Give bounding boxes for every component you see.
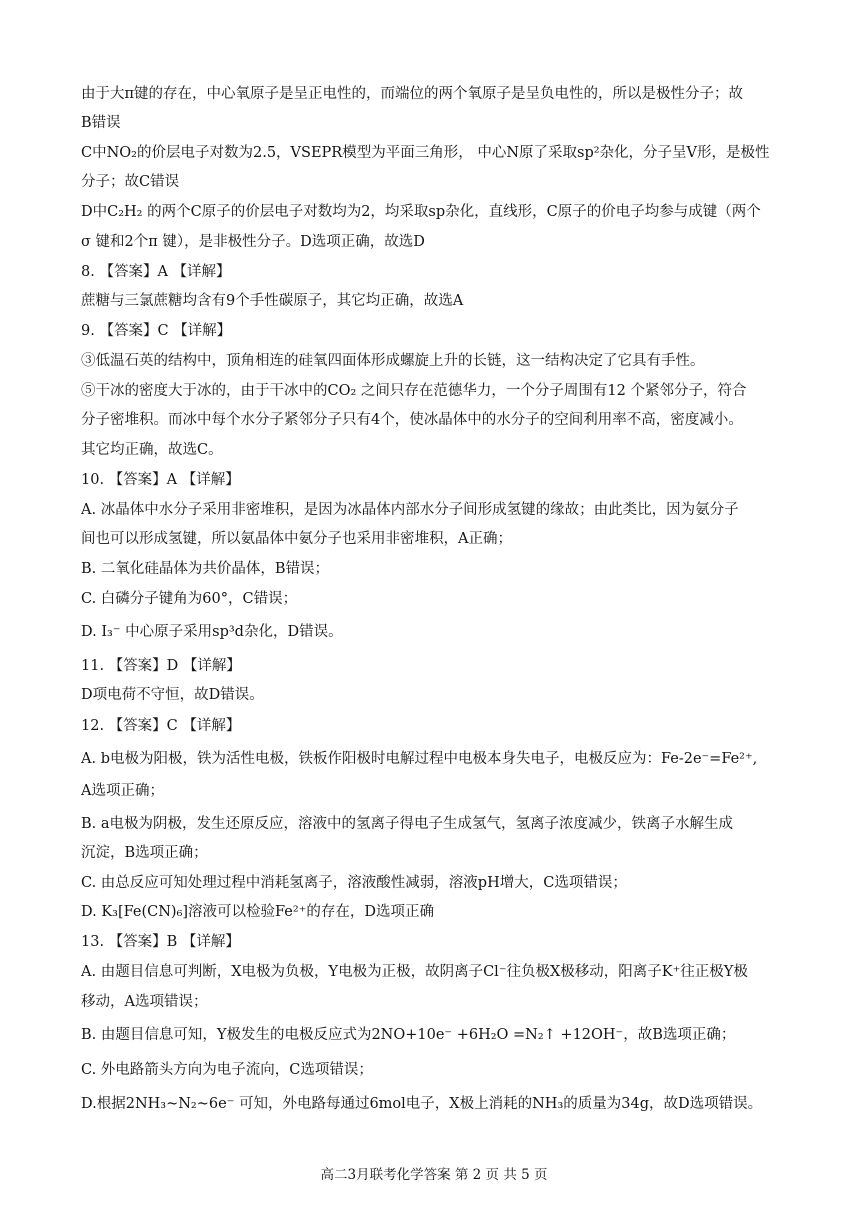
text-line: ⑤干冰的密度大于冰的，由于干冰中的CO₂ 之间只存在范德华力，一个分子周围有12 个紧邻分子，符合 xyxy=(81,383,747,399)
text-line: A选项正确； xyxy=(81,783,164,799)
text-line: A. b电极为阳极，铁为活性电极，铁板作阳极时电解过程中电极本身失电子，电极反应为：Fe-2e⁻=Fe²⁺, xyxy=(81,751,758,767)
text-line: 蔗糖与三氯蔗糖均含有9个手性碳原子，其它均正确，故选A xyxy=(81,293,464,309)
text-line: C. 外电路箭头方向为电子流向，C选项错误； xyxy=(81,1062,373,1078)
text-line: C. 白磷分子键角为60°，C错误； xyxy=(81,591,298,607)
text-line: D项电荷不守恒，故D错误。 xyxy=(81,687,264,703)
text-line: B错误 xyxy=(81,115,121,131)
text-line: B. a电极为阴极，发生还原反应，溶液中的氢离子得电子生成氢气，氢离子浓度减少，铁离子水解生成 xyxy=(81,816,734,832)
text-line: D. K₃[Fe(CN)₆]溶液可以检验Fe²⁺的存在，D选项正确 xyxy=(81,904,434,920)
text-line: A. 由题目信息可判断，X电极为负极，Y电极为正极，故阴离子Cl⁻往负极X极移动，阳离子K⁺往正极Y极 xyxy=(81,964,748,980)
text-line: 其它均正确，故选C。 xyxy=(81,442,223,458)
text-line: B. 由题目信息可知，Y极发生的电极反应式为2NO+10e⁻ +6H₂O =N₂↑ +12OH⁻，故B选项正确； xyxy=(81,1027,736,1043)
answer-heading: 10. 【答案】A 【详解】 xyxy=(81,472,240,488)
text-line: D中C₂H₂ 的两个C原子的价层电子对数均为2，均采取sp杂化，直线形，C原子的价电子均参与成键（两个 xyxy=(81,204,761,220)
answer-heading: 12. 【答案】C 【详解】 xyxy=(81,718,241,734)
text-line: C. 由总反应可知处理过程中消耗氢离子，溶液酸性减弱，溶液pH增大，C选项错误； xyxy=(81,875,627,891)
text-line: B. 二氧化硅晶体为共价晶体，B错误； xyxy=(81,561,330,577)
text-line: σ 键和2个π 键），是非极性分子。D选项正确，故选D xyxy=(81,234,425,250)
text-line: 分子密堆积。而冰中每个水分子紧邻分子只有4个，使冰晶体中的水分子的空间利用率不高，密度减小。 xyxy=(81,412,743,428)
answer-heading: 8. 【答案】A 【详解】 xyxy=(81,264,231,280)
text-line: D. I₃⁻ 中心原子采用sp³d杂化，D错误。 xyxy=(81,624,343,640)
answer-heading: 11. 【答案】D 【详解】 xyxy=(81,658,241,674)
text-line: 沉淀，B选项正确； xyxy=(81,845,208,861)
text-line: C中NO₂的价层电子对数为2.5，VSEPR模型为平面三角形， 中心N原了采取sp²杂化，分子呈V形，是极性 xyxy=(81,145,770,161)
text-line: 间也可以形成氢键，所以氨晶体中氨分子也采用非密堆积，A正确； xyxy=(81,531,512,547)
text-line: ③低温石英的结构中，顶角相连的硅氧四面体形成螺旋上升的长链，这一结构决定了它具有手性。 xyxy=(81,353,705,369)
text-line: 由于大π键的存在，中心氧原子是呈正电性的，而端位的两个氧原子是呈负电性的，所以是极性分子；故 xyxy=(81,86,744,102)
text-line: A. 冰晶体中水分子采用非密堆积，是因为冰晶体内部水分子间形成氢键的缘故；由此类比，因为氨分子 xyxy=(81,502,739,518)
text-line: 移动，A选项错误； xyxy=(81,994,208,1010)
text-line: D.根据2NH₃~N₂~6e⁻ 可知，外电路每通过6mol电子，X极上消耗的NH₃的质量为34g，故D选项错误。 xyxy=(81,1096,763,1112)
answer-heading: 13. 【答案】B 【详解】 xyxy=(81,934,240,950)
page-footer: 高二3月联考化学答案 第 2 页 共 5 页 xyxy=(320,1167,548,1183)
answer-heading: 9. 【答案】C 【详解】 xyxy=(81,323,232,339)
text-line: 分子；故C错误 xyxy=(81,174,180,190)
